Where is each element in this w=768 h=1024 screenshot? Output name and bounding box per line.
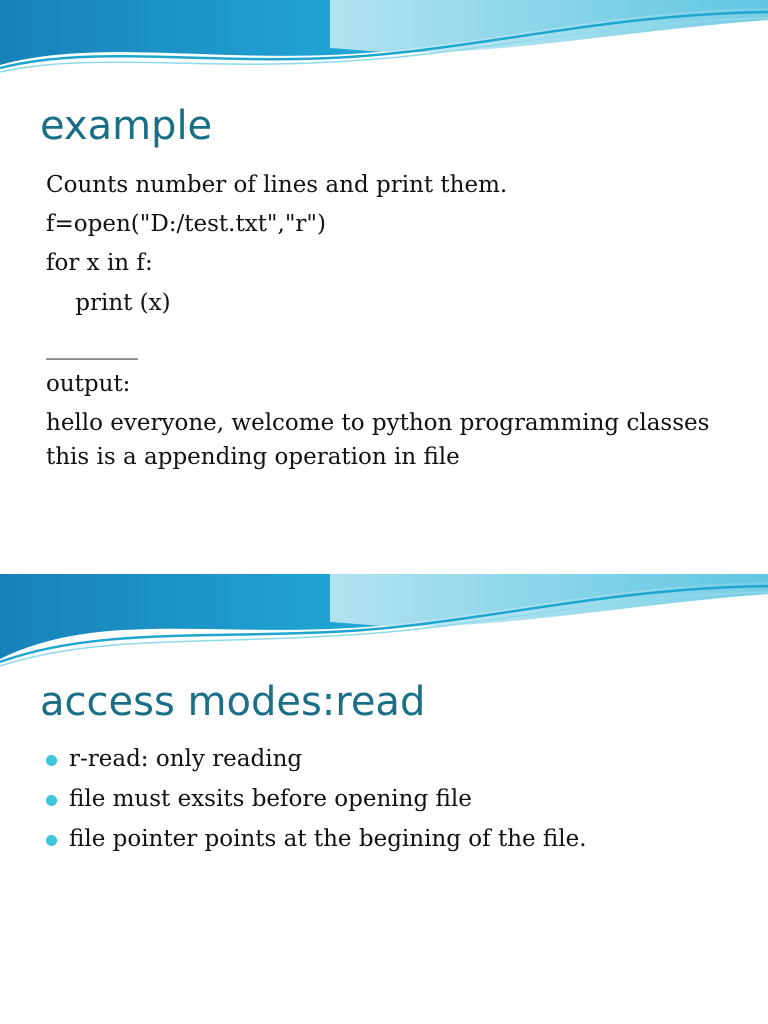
bullet-text: r-read: only reading bbox=[69, 746, 303, 772]
bullet-icon bbox=[46, 795, 57, 806]
code-line: f=open("D:/test.txt","r") bbox=[46, 211, 326, 237]
slide-title: example bbox=[40, 103, 213, 149]
slide-title: access modes:read bbox=[40, 679, 426, 725]
bullet-text: file pointer points at the begining of the file. bbox=[69, 826, 587, 852]
slide-2 bbox=[0, 512, 768, 1024]
output-line: hello everyone, welcome to python programming classes bbox=[46, 410, 710, 436]
bullet-icon bbox=[46, 755, 57, 766]
output-line: this is a appending operation in file bbox=[46, 444, 460, 470]
output-label: output: bbox=[46, 371, 131, 397]
bullet-text: file must exsits before opening file bbox=[69, 786, 472, 812]
separator-line: ________ bbox=[46, 334, 138, 360]
header-wave-decoration bbox=[0, 574, 768, 674]
header-wave-decoration bbox=[0, 0, 768, 100]
bullet-icon bbox=[46, 835, 57, 846]
code-line: print (x) bbox=[46, 290, 171, 316]
code-line: for x in f: bbox=[46, 250, 153, 276]
body-line: Counts number of lines and print them. bbox=[46, 172, 508, 198]
